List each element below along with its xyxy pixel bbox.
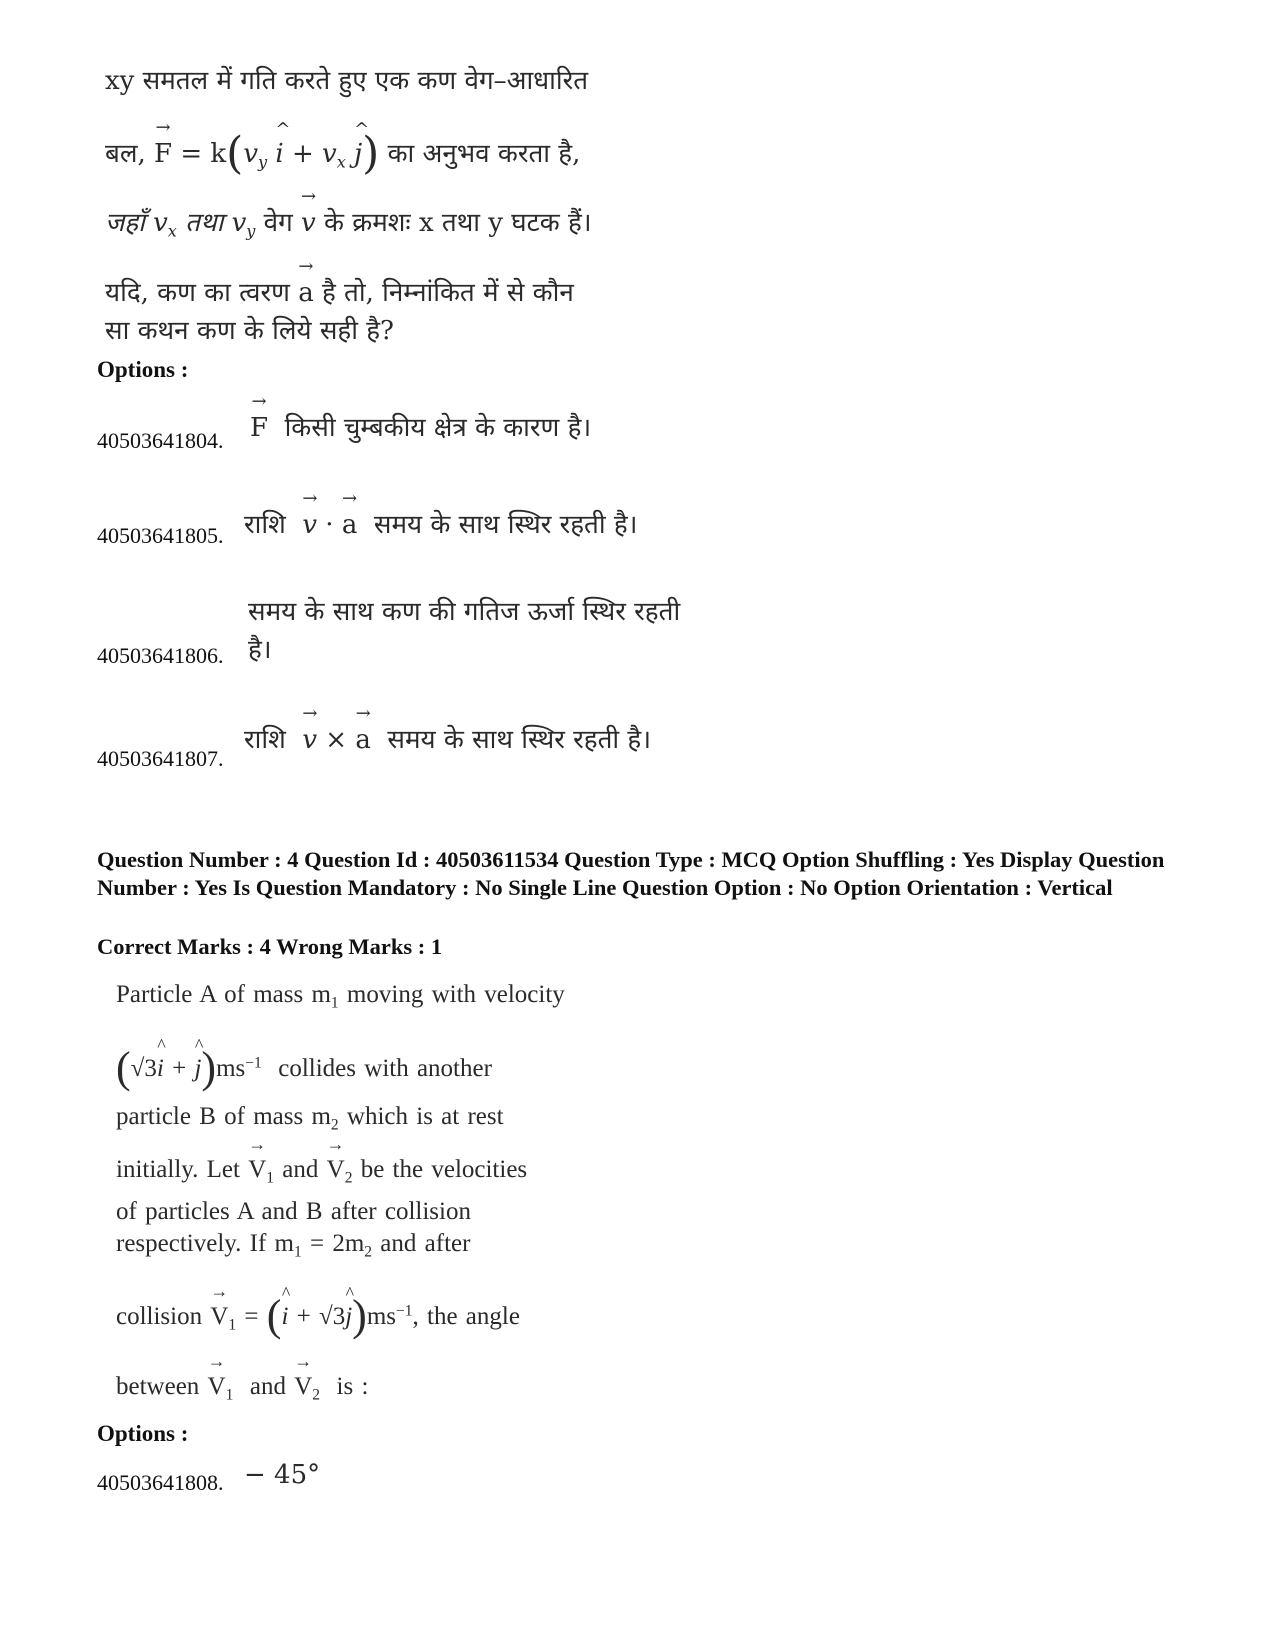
q4-line-8: between → $V_1$ and → $V_2$ is : — [116, 1373, 368, 1404]
option-text-line-2: है। — [248, 635, 272, 665]
question-4-marks: Correct Marks : 4 Wrong Marks : 1 — [97, 934, 443, 959]
velocity-vector-v1: → V — [208, 1373, 226, 1401]
option-text: − 45° — [244, 1460, 321, 1490]
velocity-vector-v1: → V — [248, 1156, 266, 1184]
unit-vector-i: ^ i — [281, 1303, 288, 1331]
velocity-vector-v2: → V — [294, 1373, 312, 1401]
option-text-line-1: समय के साथ कण की गतिज ऊर्जा स्थिर रहती — [248, 597, 681, 627]
open-paren: ( — [226, 128, 244, 179]
unit-vector-i: ^ i — [157, 1055, 164, 1083]
velocity-vector: → v — [302, 725, 317, 755]
velocity-vector: → v — [302, 510, 317, 540]
option-text: राशि → v × → a समय के साथ स्थिर रहती है। — [244, 720, 651, 756]
open-paren: ( — [116, 1043, 131, 1092]
force-vector: → F — [154, 141, 172, 167]
acceleration-vector: → a — [342, 510, 358, 540]
option-text: राशि → v · → a समय के साथ स्थिर रहती है। — [244, 505, 638, 541]
unit-vector-j: ^ j — [194, 1055, 201, 1083]
velocity-vector-v2: → V — [327, 1156, 345, 1184]
q4-line-7: collision → $V_1$ = (^ i + √3^ $j)ms^{-1}$, the angle — [116, 1290, 520, 1341]
close-paren: ) — [362, 128, 380, 179]
q3-line-4: यदि, कण का त्वरण → a है तो, निम्नांकित में से कौन — [105, 280, 574, 306]
option-id: 40503641807. — [97, 746, 224, 771]
q3-line-1: xy समतल में गति करते हुए एक कण वेग–आधारित — [105, 66, 589, 96]
open-paren: ( — [266, 1291, 282, 1340]
acceleration-vector: → a — [298, 280, 314, 306]
q4-line-3: particle B of mass $m_2$ which is at rest — [116, 1103, 504, 1134]
option-id: 40503641804. — [97, 428, 224, 453]
question-4-metadata: Question Number : 4 Question Id : 40503611534 Question Type : MCQ Option Shuffling : Yes Display Question Number : Yes Is Question Mandatory : No Single Line Question Option : No Option Orientation : Vertical — [97, 847, 1165, 900]
unit-vector-j: ^ j — [345, 1303, 352, 1331]
velocity-vector: → v — [301, 210, 316, 236]
acceleration-vector: → a — [355, 725, 371, 755]
q3-line-3: जहाँ $v_x$ तथा $v_y$ वेग → v के क्रमशः x तथा y घटक हैं। — [105, 210, 592, 240]
unit-vector-i: ^ i — [275, 141, 283, 167]
close-paren: ) — [352, 1291, 367, 1340]
q4-line-1: Particle A of mass $m_1$ moving with velocity — [116, 981, 565, 1012]
q3-options-label: Options : — [97, 357, 189, 382]
q4-line-2: (√3^ i + ^ $j)ms^{-1}$ collides with another — [116, 1042, 492, 1093]
close-paren: ) — [201, 1043, 217, 1092]
q4-line-6: respectively. If $m_1 = 2m_2$ and after — [116, 1230, 471, 1261]
option-id: 40503641805. — [97, 523, 224, 548]
q4-options-label: Options : — [97, 1421, 189, 1446]
q4-line-5: of particles A and B after collision — [116, 1198, 471, 1225]
q4-line-4: initially. Let → $V_1$ and → $V_2$ be the velocities — [116, 1156, 527, 1187]
option-text: → F किसी चुम्बकीय क्षेत्र के कारण है। — [250, 408, 591, 444]
q3-line-5: सा कथन कण के लिये सही है? — [105, 316, 394, 346]
option-id: 40503641806. — [97, 643, 224, 668]
force-vector: → F — [250, 413, 268, 443]
option-id: 40503641808. — [97, 1470, 224, 1495]
q3-line-2: बल, → $F = k(v_y$ ^ $i + v_x$ ^ j) का अनुभव करता है, — [105, 132, 580, 176]
unit-vector-j: ^ j — [354, 141, 362, 167]
velocity-vector-v1: → V — [210, 1303, 228, 1331]
